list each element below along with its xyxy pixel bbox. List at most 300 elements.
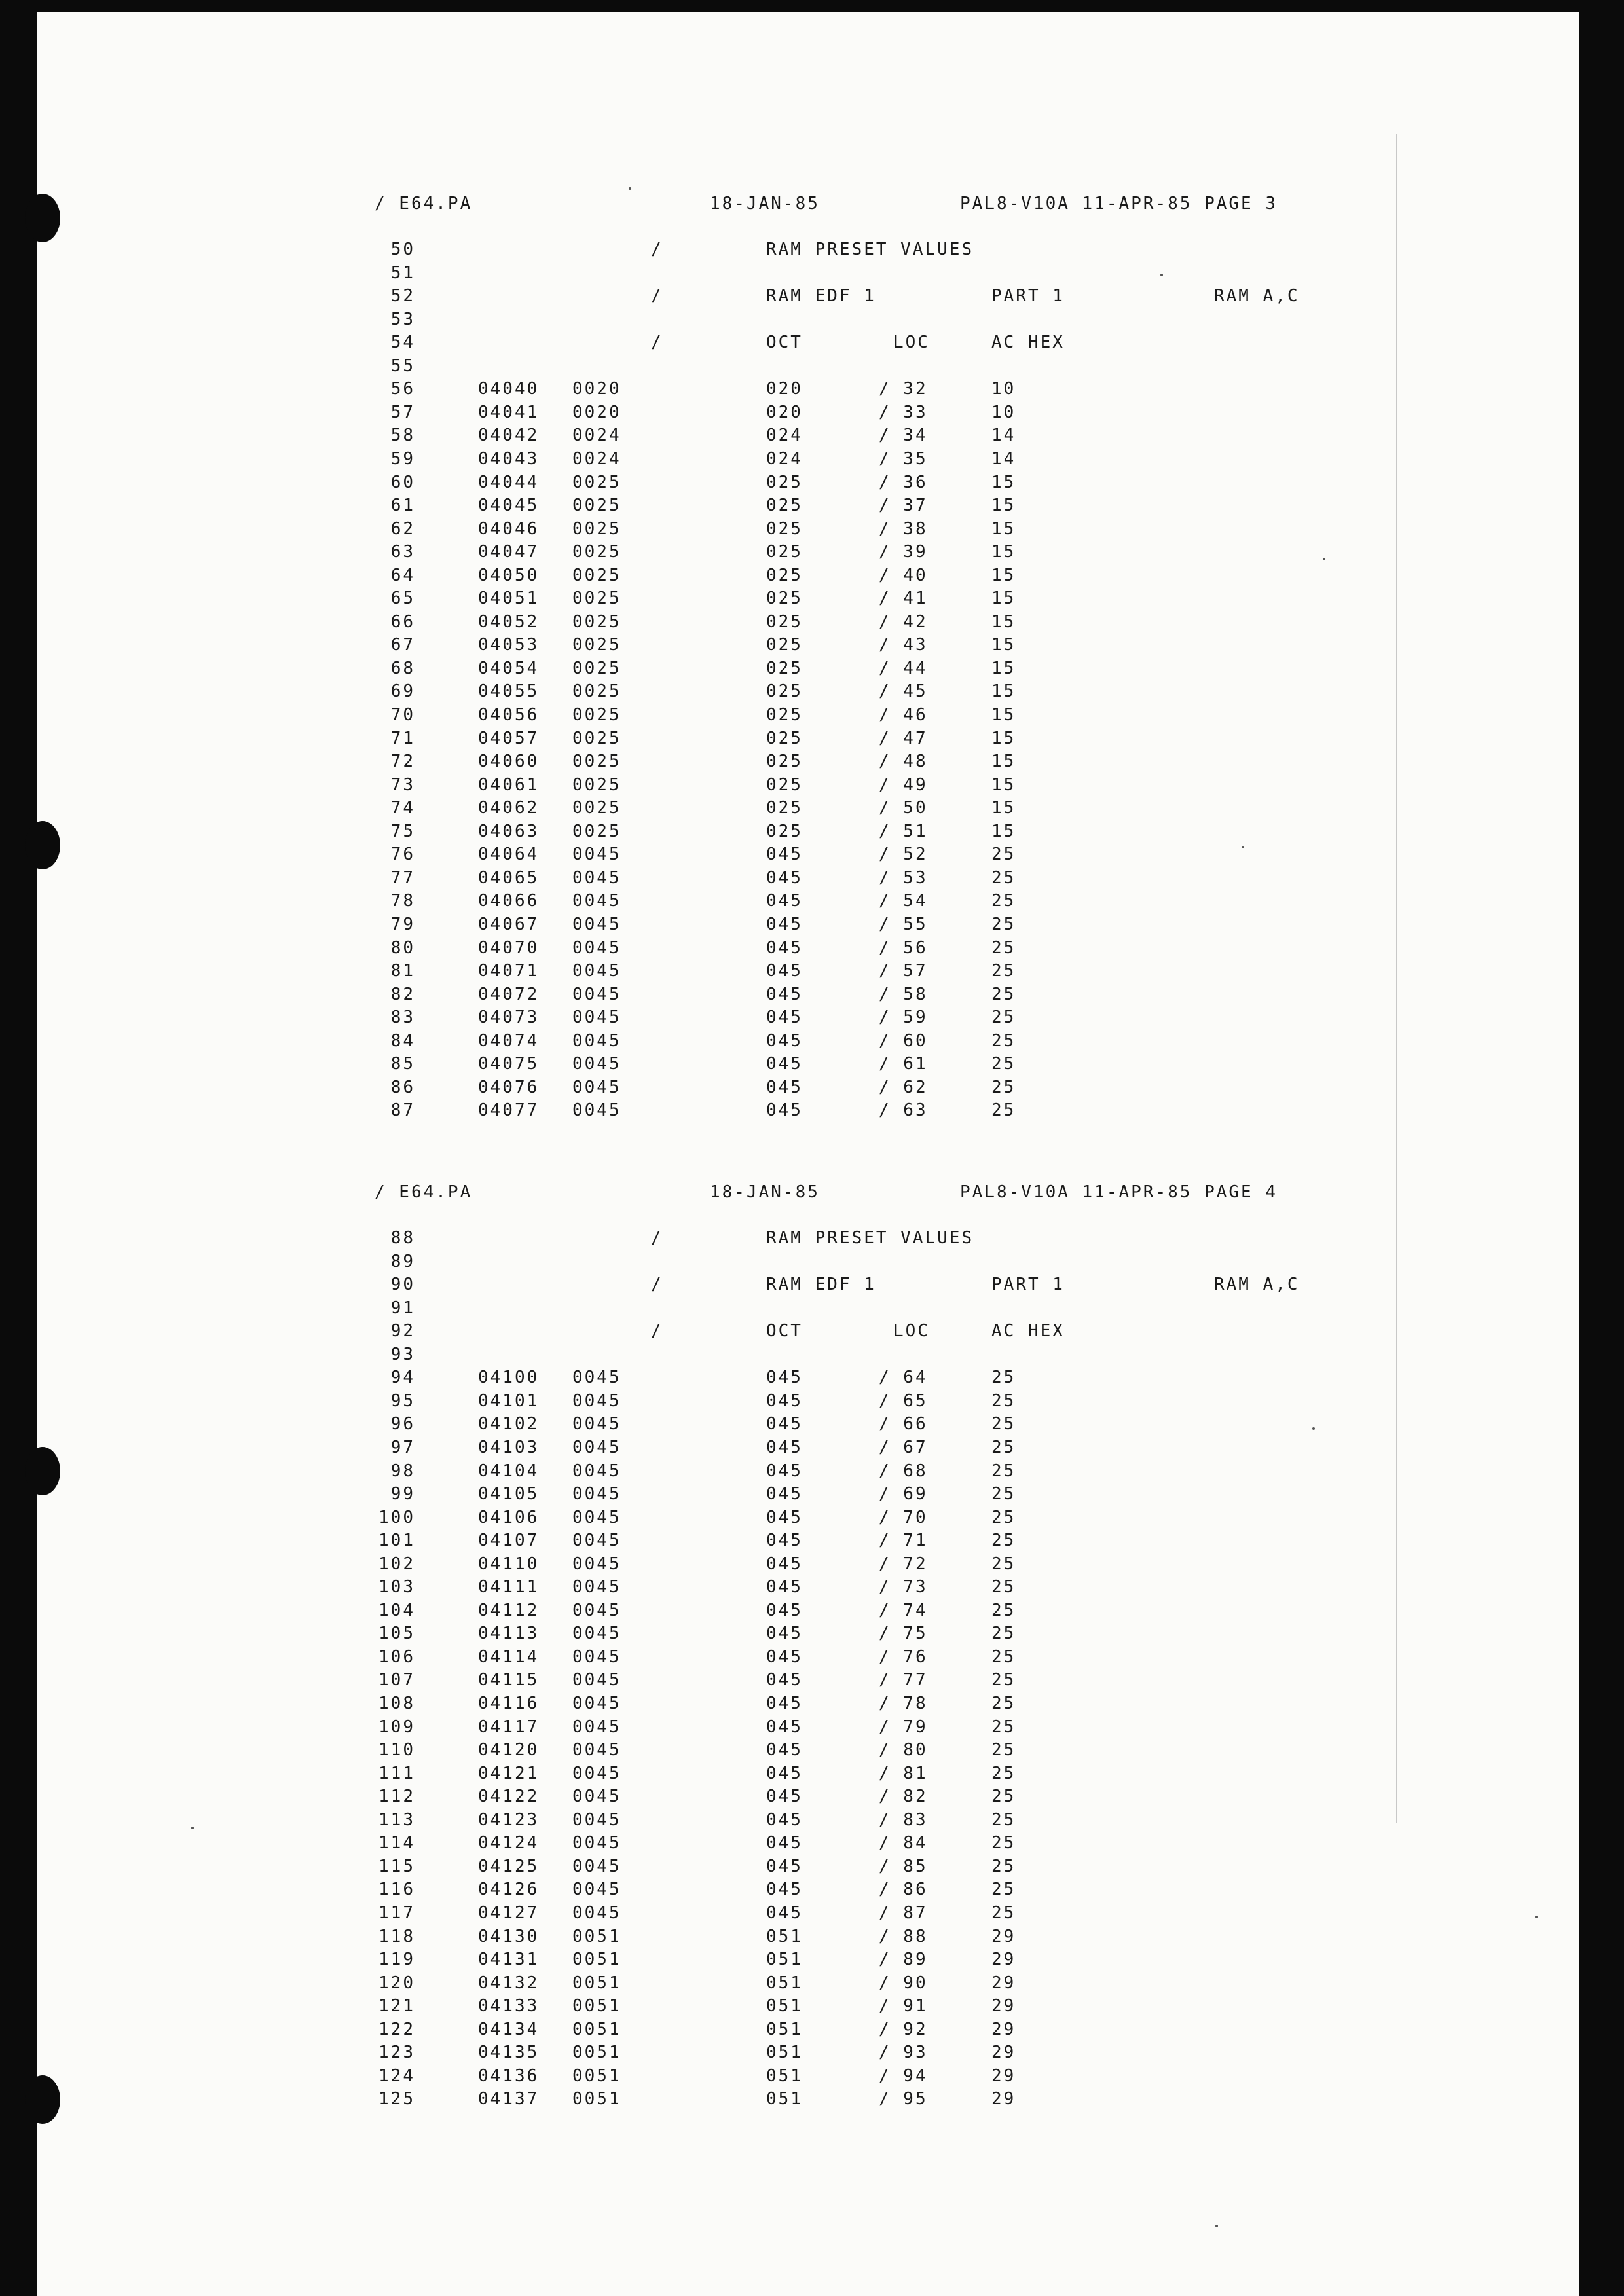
memory-address: 04073 (478, 1008, 540, 1028)
punch-hole-3 (25, 1447, 60, 1495)
location: / 43 (879, 635, 928, 655)
memory-value: 0025 (572, 611, 621, 632)
comment-text: RAM A,C (1214, 286, 1300, 306)
line-number: 72 (390, 752, 415, 772)
location: / 33 (879, 402, 928, 422)
memory-address: 04045 (478, 496, 540, 516)
comment-text: RAM A,C (1214, 1275, 1300, 1295)
memory-address: 04116 (478, 1694, 540, 1713)
memory-address: 04111 (478, 1577, 540, 1597)
octal-value: 051 (766, 2066, 803, 2086)
octal-value: 025 (766, 774, 803, 795)
memory-value: 0045 (572, 1670, 621, 1690)
memory-value: 0045 (572, 1531, 621, 1551)
location: / 86 (879, 1880, 928, 1900)
memory-value: 0045 (572, 1647, 621, 1667)
memory-address: 04055 (478, 682, 540, 702)
octal-value: 045 (766, 1030, 803, 1051)
line-number: 70 (390, 705, 415, 725)
memory-address: 04131 (478, 1950, 540, 1970)
octal-value: 045 (766, 1008, 803, 1028)
octal-value: 020 (766, 379, 803, 399)
hex-value: 25 (991, 1554, 1016, 1574)
assembler-version: PAL8-V10A 11-APR-85 PAGE 4 (960, 1182, 1278, 1202)
line-number: 89 (390, 1251, 415, 1271)
file-name: / E64.PA (375, 194, 473, 213)
memory-address: 04103 (478, 1437, 540, 1457)
location: / 45 (879, 682, 928, 702)
hex-value: 25 (991, 1694, 1016, 1713)
line-number: 82 (390, 984, 415, 1004)
octal-value: 045 (766, 1600, 803, 1620)
location: / 92 (879, 2019, 928, 2039)
comment-text: RAM EDF 1 (766, 1275, 876, 1295)
hex-value: 25 (991, 1787, 1016, 1807)
location: / 52 (879, 845, 928, 865)
octal-value: 025 (766, 542, 803, 562)
location: / 55 (879, 914, 928, 934)
hex-value: 25 (991, 1624, 1016, 1644)
octal-value: 045 (766, 1670, 803, 1690)
memory-address: 04060 (478, 752, 540, 772)
line-number: 97 (390, 1437, 415, 1457)
memory-value: 0025 (572, 496, 621, 516)
memory-value: 0045 (572, 1600, 621, 1620)
location: / 88 (879, 1926, 928, 1946)
line-number: 61 (390, 496, 415, 516)
octal-value: 045 (766, 1763, 803, 1783)
margin-rule (1396, 134, 1397, 1823)
hex-value: 25 (991, 961, 1016, 981)
hex-value: 25 (991, 891, 1016, 911)
octal-value: 025 (766, 728, 803, 748)
octal-value: 045 (766, 867, 803, 888)
hex-value: 15 (991, 774, 1016, 795)
memory-value: 0045 (572, 1008, 621, 1028)
memory-value: 0045 (572, 1507, 621, 1527)
memory-address: 04075 (478, 1054, 540, 1074)
memory-address: 04137 (478, 2089, 540, 2109)
memory-address: 04104 (478, 1461, 540, 1481)
location: / 90 (879, 1973, 928, 1993)
octal-value: 045 (766, 1054, 803, 1074)
memory-address: 04047 (478, 542, 540, 562)
location: / 89 (879, 1950, 928, 1970)
hex-value: 25 (991, 1368, 1016, 1388)
comment-text: OCT (766, 333, 803, 353)
location: / 61 (879, 1054, 928, 1074)
location: / 34 (879, 426, 928, 446)
memory-value: 0024 (572, 448, 621, 469)
line-number: 71 (390, 728, 415, 748)
octal-value: 045 (766, 1740, 803, 1760)
hex-value: 25 (991, 1507, 1016, 1527)
memory-address: 04102 (478, 1414, 540, 1434)
line-number: 85 (390, 1054, 415, 1074)
memory-address: 04120 (478, 1740, 540, 1760)
location: / 35 (879, 448, 928, 469)
line-number: 88 (390, 1228, 415, 1248)
hex-value: 25 (991, 1054, 1016, 1074)
line-number: 56 (390, 379, 415, 399)
hex-value: 25 (991, 1856, 1016, 1876)
memory-value: 0045 (572, 891, 621, 911)
memory-address: 04041 (478, 402, 540, 422)
octal-value: 045 (766, 1391, 803, 1411)
memory-value: 0045 (572, 961, 621, 981)
line-number: 94 (390, 1368, 415, 1388)
memory-value: 0045 (572, 1903, 621, 1923)
location: / 44 (879, 658, 928, 678)
location: / 68 (879, 1461, 928, 1481)
hex-value: 25 (991, 1670, 1016, 1690)
memory-value: 0025 (572, 472, 621, 492)
line-number: 103 (378, 1577, 415, 1597)
hex-value: 15 (991, 705, 1016, 725)
line-number: 95 (390, 1391, 415, 1411)
octal-value: 025 (766, 821, 803, 841)
memory-value: 0045 (572, 1787, 621, 1807)
comment-slash: / (651, 286, 663, 306)
line-number: 78 (390, 891, 415, 911)
line-number: 66 (390, 611, 415, 632)
location: / 54 (879, 891, 928, 911)
location: / 82 (879, 1787, 928, 1807)
octal-value: 045 (766, 1903, 803, 1923)
line-number: 74 (390, 798, 415, 818)
hex-value: 15 (991, 635, 1016, 655)
location: / 39 (879, 542, 928, 562)
location: / 37 (879, 496, 928, 516)
octal-value: 045 (766, 1414, 803, 1434)
hex-value: 25 (991, 938, 1016, 958)
memory-address: 04044 (478, 472, 540, 492)
memory-address: 04077 (478, 1101, 540, 1121)
line-number: 59 (390, 448, 415, 469)
memory-value: 0045 (572, 1740, 621, 1760)
octal-value: 025 (766, 705, 803, 725)
octal-value: 051 (766, 2019, 803, 2039)
location: / 46 (879, 705, 928, 725)
line-number: 86 (390, 1077, 415, 1097)
octal-value: 045 (766, 1484, 803, 1504)
memory-value: 0025 (572, 728, 621, 748)
line-number: 90 (390, 1275, 415, 1295)
listing-date: 18-JAN-85 (710, 194, 820, 213)
location: / 77 (879, 1670, 928, 1690)
comment-slash: / (651, 1321, 663, 1341)
hex-value: 14 (991, 448, 1016, 469)
line-number: 123 (378, 2043, 415, 2063)
line-number: 92 (390, 1321, 415, 1341)
memory-value: 0025 (572, 821, 621, 841)
line-number: 54 (390, 333, 415, 353)
location: / 83 (879, 1810, 928, 1830)
hex-value: 15 (991, 821, 1016, 841)
memory-value: 0025 (572, 682, 621, 702)
hex-value: 15 (991, 496, 1016, 516)
line-number: 99 (390, 1484, 415, 1504)
octal-value: 025 (766, 682, 803, 702)
hex-value: 15 (991, 565, 1016, 585)
location: / 93 (879, 2043, 928, 2063)
memory-value: 0045 (572, 1461, 621, 1481)
hex-value: 15 (991, 658, 1016, 678)
hex-value: 25 (991, 1903, 1016, 1923)
line-number: 57 (390, 402, 415, 422)
line-number: 60 (390, 472, 415, 492)
octal-value: 045 (766, 914, 803, 934)
location: / 78 (879, 1694, 928, 1713)
octal-value: 045 (766, 961, 803, 981)
line-number: 77 (390, 867, 415, 888)
octal-value: 025 (766, 519, 803, 539)
punch-hole-2 (25, 821, 60, 869)
hex-value: 25 (991, 1740, 1016, 1760)
memory-address: 04132 (478, 1973, 540, 1993)
location: / 81 (879, 1763, 928, 1783)
line-number: 119 (378, 1950, 415, 1970)
location: / 69 (879, 1484, 928, 1504)
location: / 80 (879, 1740, 928, 1760)
line-number: 79 (390, 914, 415, 934)
comment-text: AC HEX (991, 333, 1065, 353)
memory-value: 0051 (572, 2066, 621, 2086)
memory-value: 0051 (572, 1926, 621, 1946)
memory-value: 0024 (572, 426, 621, 446)
comment-text: PART 1 (991, 1275, 1065, 1295)
location: / 94 (879, 2066, 928, 2086)
listing-date: 18-JAN-85 (710, 1182, 820, 1202)
hex-value: 25 (991, 1810, 1016, 1830)
hex-value: 25 (991, 1008, 1016, 1028)
octal-value: 045 (766, 1507, 803, 1527)
octal-value: 045 (766, 1647, 803, 1667)
memory-address: 04125 (478, 1856, 540, 1876)
memory-address: 04134 (478, 2019, 540, 2039)
memory-value: 0025 (572, 752, 621, 772)
line-number: 81 (390, 961, 415, 981)
line-number: 96 (390, 1414, 415, 1434)
hex-value: 14 (991, 426, 1016, 446)
hex-value: 25 (991, 1461, 1016, 1481)
octal-value: 045 (766, 1833, 803, 1853)
hex-value: 29 (991, 1996, 1016, 2016)
memory-value: 0025 (572, 705, 621, 725)
octal-value: 045 (766, 1787, 803, 1807)
memory-value: 0045 (572, 1810, 621, 1830)
location: / 87 (879, 1903, 928, 1923)
location: / 41 (879, 589, 928, 609)
line-number: 104 (378, 1600, 415, 1620)
hex-value: 29 (991, 2066, 1016, 2086)
octal-value: 045 (766, 1368, 803, 1388)
memory-address: 04117 (478, 1717, 540, 1737)
hex-value: 25 (991, 867, 1016, 888)
speck (1160, 274, 1163, 276)
memory-value: 0020 (572, 379, 621, 399)
hex-value: 15 (991, 589, 1016, 609)
memory-value: 0045 (572, 914, 621, 934)
comment-text: RAM PRESET VALUES (766, 240, 974, 259)
memory-value: 0045 (572, 1624, 621, 1644)
comment-text: RAM PRESET VALUES (766, 1228, 974, 1248)
octal-value: 045 (766, 1531, 803, 1551)
octal-value: 024 (766, 426, 803, 446)
memory-value: 0051 (572, 2043, 621, 2063)
octal-value: 045 (766, 984, 803, 1004)
line-number: 117 (378, 1903, 415, 1923)
hex-value: 29 (991, 1926, 1016, 1946)
octal-value: 045 (766, 1717, 803, 1737)
line-number: 109 (378, 1717, 415, 1737)
location: / 53 (879, 867, 928, 888)
line-number: 75 (390, 821, 415, 841)
memory-value: 0045 (572, 1484, 621, 1504)
memory-value: 0045 (572, 1577, 621, 1597)
memory-address: 04114 (478, 1647, 540, 1667)
memory-address: 04100 (478, 1368, 540, 1388)
octal-value: 045 (766, 891, 803, 911)
comment-slash: / (651, 333, 663, 353)
memory-value: 0045 (572, 1763, 621, 1783)
line-number: 68 (390, 658, 415, 678)
line-number: 76 (390, 845, 415, 865)
memory-address: 04064 (478, 845, 540, 865)
comment-text: PART 1 (991, 286, 1065, 306)
location: / 65 (879, 1391, 928, 1411)
line-number: 118 (378, 1926, 415, 1946)
memory-address: 04065 (478, 867, 540, 888)
hex-value: 15 (991, 611, 1016, 632)
octal-value: 025 (766, 565, 803, 585)
memory-value: 0051 (572, 2019, 621, 2039)
memory-value: 0045 (572, 1856, 621, 1876)
location: / 32 (879, 379, 928, 399)
memory-value: 0020 (572, 402, 621, 422)
line-number: 53 (390, 309, 415, 329)
memory-address: 04133 (478, 1996, 540, 2016)
hex-value: 25 (991, 1484, 1016, 1504)
line-number: 105 (378, 1624, 415, 1644)
hex-value: 29 (991, 2043, 1016, 2063)
memory-value: 0045 (572, 845, 621, 865)
hex-value: 25 (991, 1600, 1016, 1620)
line-number: 115 (378, 1856, 415, 1876)
hex-value: 29 (991, 2089, 1016, 2109)
memory-value: 0025 (572, 519, 621, 539)
location: / 66 (879, 1414, 928, 1434)
memory-address: 04040 (478, 379, 540, 399)
location: / 72 (879, 1554, 928, 1574)
location: / 84 (879, 1833, 928, 1853)
memory-value: 0045 (572, 1414, 621, 1434)
memory-address: 04067 (478, 914, 540, 934)
hex-value: 25 (991, 914, 1016, 934)
hex-value: 15 (991, 472, 1016, 492)
location: / 59 (879, 1008, 928, 1028)
speck (1535, 1916, 1538, 1918)
line-number: 63 (390, 542, 415, 562)
location: / 75 (879, 1624, 928, 1644)
memory-address: 04052 (478, 611, 540, 632)
memory-address: 04063 (478, 821, 540, 841)
octal-value: 045 (766, 1880, 803, 1900)
memory-address: 04061 (478, 774, 540, 795)
line-number: 73 (390, 774, 415, 795)
line-number: 112 (378, 1787, 415, 1807)
hex-value: 15 (991, 728, 1016, 748)
memory-address: 04076 (478, 1077, 540, 1097)
memory-value: 0045 (572, 1833, 621, 1853)
octal-value: 045 (766, 1856, 803, 1876)
memory-address: 04043 (478, 448, 540, 469)
octal-value: 025 (766, 472, 803, 492)
octal-value: 025 (766, 752, 803, 772)
hex-value: 25 (991, 1391, 1016, 1411)
file-name: / E64.PA (375, 1182, 473, 1202)
hex-value: 25 (991, 1531, 1016, 1551)
hex-value: 15 (991, 542, 1016, 562)
memory-value: 0025 (572, 542, 621, 562)
location: / 36 (879, 472, 928, 492)
memory-value: 0025 (572, 798, 621, 818)
memory-address: 04136 (478, 2066, 540, 2086)
memory-value: 0045 (572, 1077, 621, 1097)
memory-address: 04135 (478, 2043, 540, 2063)
comment-text: RAM EDF 1 (766, 286, 876, 306)
octal-value: 025 (766, 798, 803, 818)
comment-slash: / (651, 1275, 663, 1295)
memory-address: 04066 (478, 891, 540, 911)
comment-slash: / (651, 1228, 663, 1248)
octal-value: 045 (766, 1624, 803, 1644)
memory-value: 0045 (572, 1694, 621, 1713)
comment-text: AC HEX (991, 1321, 1065, 1341)
octal-value: 051 (766, 1973, 803, 1993)
memory-value: 0045 (572, 1054, 621, 1074)
octal-value: 045 (766, 845, 803, 865)
location: / 63 (879, 1101, 928, 1121)
location: / 49 (879, 774, 928, 795)
hex-value: 15 (991, 752, 1016, 772)
line-number: 124 (378, 2066, 415, 2086)
line-number: 84 (390, 1030, 415, 1051)
memory-address: 04112 (478, 1600, 540, 1620)
line-number: 107 (378, 1670, 415, 1690)
hex-value: 25 (991, 1880, 1016, 1900)
line-number: 69 (390, 682, 415, 702)
memory-address: 04070 (478, 938, 540, 958)
line-number: 91 (390, 1298, 415, 1318)
line-number: 50 (390, 240, 415, 259)
line-number: 100 (378, 1507, 415, 1527)
memory-address: 04050 (478, 565, 540, 585)
octal-value: 020 (766, 402, 803, 422)
hex-value: 29 (991, 2019, 1016, 2039)
memory-value: 0045 (572, 1030, 621, 1051)
octal-value: 045 (766, 938, 803, 958)
hex-value: 25 (991, 1437, 1016, 1457)
line-number: 125 (378, 2089, 415, 2109)
line-number: 110 (378, 1740, 415, 1760)
octal-value: 045 (766, 1577, 803, 1597)
hex-value: 25 (991, 1717, 1016, 1737)
speck (629, 187, 631, 190)
line-number: 106 (378, 1647, 415, 1667)
memory-value: 0045 (572, 938, 621, 958)
octal-value: 051 (766, 1950, 803, 1970)
